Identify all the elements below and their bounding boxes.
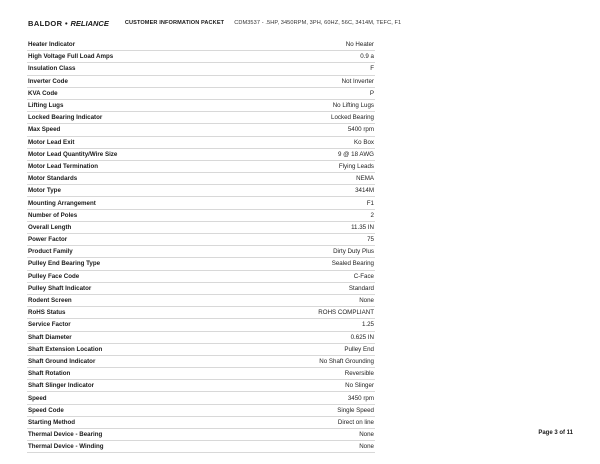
spec-value: Flying Leads — [240, 160, 375, 172]
spec-value: Locked Bearing — [240, 112, 375, 124]
spec-row — [27, 331, 375, 343]
spec-row — [27, 112, 375, 124]
spec-row — [27, 209, 375, 221]
spec-label: Heater Indicator — [27, 39, 240, 51]
spec-label: Max Speed — [27, 124, 240, 136]
spec-row — [27, 99, 375, 111]
spec-value: 0.625 IN — [240, 331, 375, 343]
packet-title: CUSTOMER INFORMATION PACKET — [124, 20, 225, 26]
spec-label: Locked Bearing Indicator — [27, 112, 240, 124]
spec-label: Thermal Device - Bearing — [27, 429, 240, 441]
spec-row — [27, 173, 375, 185]
spec-label: Shaft Extension Location — [27, 343, 240, 355]
spec-label: High Voltage Full Load Amps — [27, 51, 240, 63]
logo-separator: • — [64, 18, 68, 28]
spec-value: C-Face — [240, 270, 375, 282]
spec-label: Speed Code — [27, 404, 240, 416]
spec-row — [27, 355, 375, 367]
spec-label: Motor Type — [27, 185, 240, 197]
spec-value: ROHS COMPLIANT — [240, 307, 375, 319]
spec-label: RoHS Status — [27, 307, 240, 319]
spec-value: None — [240, 441, 375, 453]
spec-row — [27, 51, 375, 63]
spec-value: Pulley End — [240, 343, 375, 355]
spec-value: No Heater — [240, 39, 375, 51]
spec-row — [27, 63, 375, 75]
spec-row — [27, 404, 375, 416]
spec-label: Product Family — [27, 246, 240, 258]
spec-value: None — [240, 294, 375, 306]
spec-value: Sealed Bearing — [240, 258, 375, 270]
spec-row — [27, 319, 375, 331]
spec-value: P — [240, 87, 375, 99]
spec-row — [27, 221, 375, 233]
spec-label: Number of Poles — [27, 209, 240, 221]
spec-row — [27, 258, 375, 270]
page-number: Page 3 of 11 — [538, 430, 573, 436]
spec-label: Starting Method — [27, 416, 240, 428]
spec-row — [27, 234, 375, 246]
spec-label: Motor Lead Exit — [27, 136, 240, 148]
spec-label: Lifting Lugs — [27, 99, 240, 111]
packet-description: CDM3537 - .5HP, 3450RPM, 3PH, 60HZ, 56C, 3414M, TEFC, F1 — [234, 20, 402, 26]
spec-value: 11.35 IN — [240, 221, 375, 233]
spec-row — [27, 307, 375, 319]
spec-label: Motor Lead Termination — [27, 160, 240, 172]
spec-value: 75 — [240, 234, 375, 246]
spec-row — [27, 39, 375, 51]
spec-value: Direct on line — [240, 416, 375, 428]
spec-label: Shaft Diameter — [27, 331, 240, 343]
spec-row — [27, 270, 375, 282]
spec-value: Not Inverter — [240, 75, 375, 87]
spec-value: 3414M — [240, 185, 375, 197]
spec-label: Inverter Code — [27, 75, 240, 87]
spec-table-body — [27, 39, 375, 453]
spec-label: Pulley Shaft Indicator — [27, 282, 240, 294]
spec-row — [27, 246, 375, 258]
spec-row — [27, 429, 375, 441]
spec-row — [27, 294, 375, 306]
spec-label: Power Factor — [27, 234, 240, 246]
spec-label: Mounting Arrangement — [27, 197, 240, 209]
spec-value: Standard — [240, 282, 375, 294]
spec-label: Shaft Ground Indicator — [27, 355, 240, 367]
spec-value: NEMA — [240, 173, 375, 185]
spec-label: Rodent Screen — [27, 294, 240, 306]
spec-value: 3450 rpm — [240, 392, 375, 404]
spec-label: Motor Lead Quantity/Wire Size — [27, 148, 240, 160]
spec-value: 9 @ 18 AWG — [240, 148, 375, 160]
spec-value: 0.9 a — [240, 51, 375, 63]
spec-value: None — [240, 429, 375, 441]
spec-label: Shaft Rotation — [27, 368, 240, 380]
spec-row — [27, 75, 375, 87]
spec-row — [27, 380, 375, 392]
spec-label: Shaft Slinger Indicator — [27, 380, 240, 392]
spec-label: Thermal Device - Winding — [27, 441, 240, 453]
spec-value: Ko Box — [240, 136, 375, 148]
logo-sub: RELIANCE — [70, 18, 109, 28]
spec-label: Insulation Class — [27, 63, 240, 75]
spec-label: Motor Standards — [27, 173, 240, 185]
spec-label: Service Factor — [27, 319, 240, 331]
spec-row — [27, 87, 375, 99]
spec-row — [27, 124, 375, 136]
spec-row — [27, 160, 375, 172]
spec-value: Dirty Duty Plus — [240, 246, 375, 258]
logo-brand: BALDOR — [28, 18, 63, 28]
spec-label: Speed — [27, 392, 240, 404]
spec-row — [27, 185, 375, 197]
spec-row — [27, 136, 375, 148]
baldor-reliance-logo — [28, 19, 109, 28]
spec-value: 5400 rpm — [240, 124, 375, 136]
spec-row — [27, 148, 375, 160]
spec-row — [27, 441, 375, 453]
spec-value: 1.25 — [240, 319, 375, 331]
spec-value: No Lifting Lugs — [240, 99, 375, 111]
spec-label: Pulley End Bearing Type — [27, 258, 240, 270]
spec-value: F — [240, 63, 375, 75]
spec-row — [27, 197, 375, 209]
spec-table — [27, 39, 375, 453]
spec-label: Overall Length — [27, 221, 240, 233]
spec-row — [27, 343, 375, 355]
spec-value: No Slinger — [240, 380, 375, 392]
spec-row — [27, 392, 375, 404]
spec-value: 2 — [240, 209, 375, 221]
spec-row — [27, 416, 375, 428]
spec-value: Reversible — [240, 368, 375, 380]
spec-value: F1 — [240, 197, 375, 209]
spec-row — [27, 282, 375, 294]
spec-label: Pulley Face Code — [27, 270, 240, 282]
spec-row — [27, 368, 375, 380]
spec-value: No Shaft Grounding — [240, 355, 375, 367]
spec-label: KVA Code — [27, 87, 240, 99]
document-header — [28, 16, 588, 30]
spec-value: Single Speed — [240, 404, 375, 416]
